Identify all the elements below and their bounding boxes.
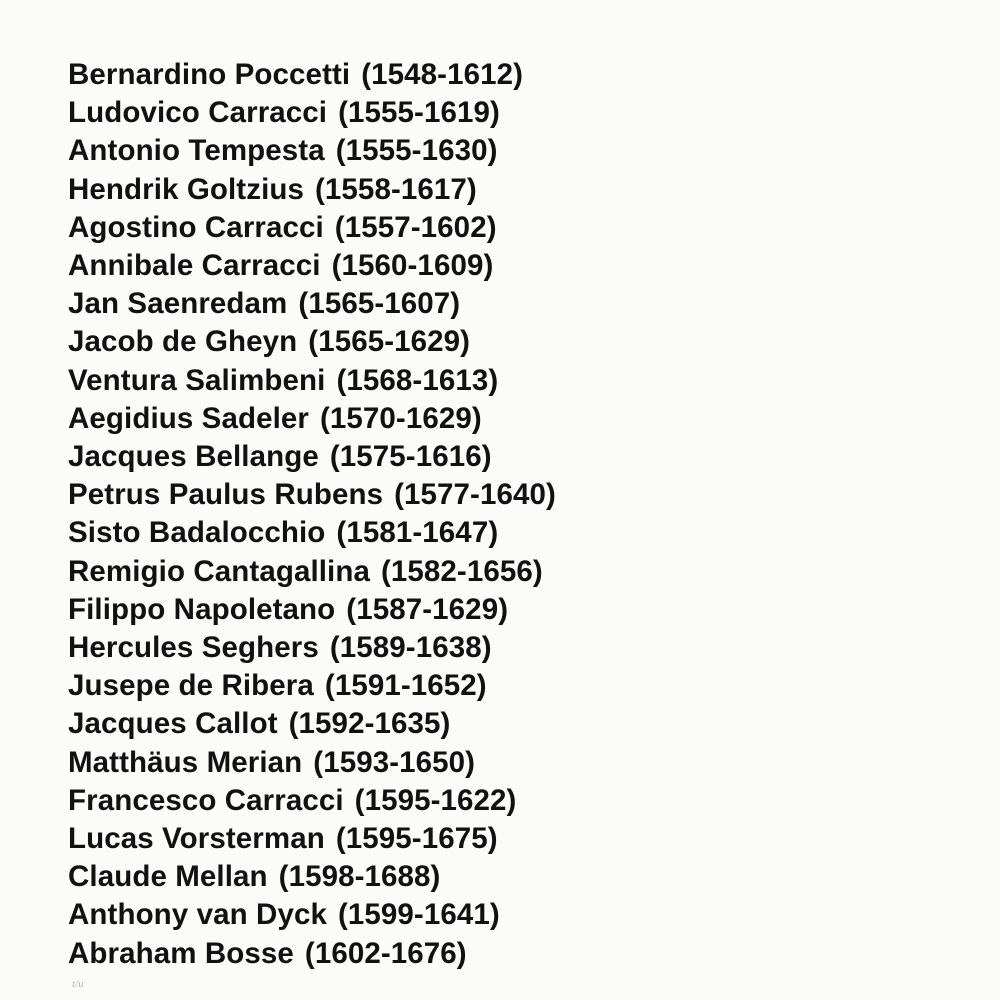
artist-name: Lucas Vorsterman: [68, 822, 325, 856]
artist-name: Ludovico Carracci: [68, 96, 328, 130]
list-item: [68, 476, 948, 514]
artist-dates: (1570-1629): [319, 401, 482, 435]
list-item: [68, 514, 948, 552]
artist-name: Jacques Bellange: [68, 440, 319, 474]
artist-name: Jan Saenredam: [68, 287, 288, 321]
list-item: [68, 782, 948, 820]
artist-name: Antonio Tempesta: [68, 134, 325, 168]
artist-name: Abraham Bosse: [68, 936, 294, 970]
artist-dates: (1558-1617): [315, 172, 477, 206]
artist-dates: (1555-1619): [338, 96, 500, 130]
artist-dates: (1565-1629): [308, 325, 471, 359]
list-item: [68, 247, 948, 285]
list-item: [68, 591, 948, 629]
list-item: [68, 820, 948, 858]
list-item: [68, 438, 948, 476]
list-item: [68, 629, 948, 667]
artist-dates: (1568-1613): [336, 363, 499, 397]
artist-name: Agostino Carracci: [68, 210, 324, 244]
list-item: [68, 323, 948, 361]
list-item: [68, 896, 948, 934]
list-item: [68, 285, 948, 323]
artist-name: Petrus Paulus Rubens: [68, 478, 384, 512]
artist-name: Matthäus Merian: [68, 745, 303, 779]
artist-dates: (1593-1650): [313, 745, 476, 779]
list-item: [68, 94, 948, 132]
page-footer-mark: t/u: [72, 978, 84, 990]
artist-dates: (1560-1609): [331, 249, 494, 283]
artist-name: Claude Mellan: [68, 860, 268, 894]
artist-name: Jusepe de Ribera: [68, 669, 314, 703]
artist-dates: (1599-1641): [337, 898, 500, 932]
artist-dates: (1591-1652): [324, 669, 487, 703]
artist-name: Remigio Cantagallina: [68, 554, 370, 588]
artist-dates: (1582-1656): [380, 554, 543, 588]
artist-dates: (1595-1622): [354, 783, 517, 817]
list-item: [68, 667, 948, 705]
list-item: [68, 400, 948, 438]
artist-dates: (1581-1647): [336, 516, 499, 550]
artist-dates: (1598-1688): [278, 860, 441, 894]
artist-name: Anthony van Dyck: [68, 898, 327, 932]
list-item: [68, 553, 948, 591]
artist-name: Sisto Badalocchio: [68, 516, 326, 550]
list-item: [68, 171, 948, 209]
list-item: [68, 362, 948, 400]
list-item: [68, 935, 948, 973]
artist-name: Hendrik Goltzius: [68, 172, 304, 206]
list-item: [68, 705, 948, 743]
artist-name: Aegidius Sadeler: [68, 401, 309, 435]
artist-dates: (1577-1640): [394, 478, 556, 512]
artist-dates: (1602-1676): [304, 936, 467, 970]
artist-name: Jacques Callot: [68, 707, 278, 741]
artist-list: [68, 56, 948, 973]
artist-name: Hercules Seghers: [68, 631, 319, 665]
list-item: [68, 209, 948, 247]
artist-dates: (1587-1629): [346, 592, 509, 626]
artist-name: Ventura Salimbeni: [68, 363, 326, 397]
artist-dates: (1595-1675): [335, 822, 498, 856]
artist-name: Francesco Carracci: [68, 783, 344, 817]
artist-name: Jacob de Gheyn: [68, 325, 298, 359]
artist-name: Annibale Carracci: [68, 249, 321, 283]
artist-dates: (1589-1638): [329, 631, 492, 665]
artist-dates: (1557-1602): [334, 210, 497, 244]
artist-name: Bernardino Poccetti: [68, 58, 351, 91]
list-item: [68, 56, 948, 94]
artist-name: Filippo Napoletano: [68, 592, 336, 626]
artist-dates: (1575-1616): [329, 440, 492, 474]
artist-dates: (1565-1607): [298, 287, 461, 321]
artist-dates: (1548-1612): [361, 58, 524, 91]
list-item: [68, 858, 948, 896]
list-item: [68, 744, 948, 782]
artist-dates: (1555-1630): [335, 134, 498, 168]
artist-dates: (1592-1635): [288, 707, 451, 741]
list-item: [68, 132, 948, 170]
